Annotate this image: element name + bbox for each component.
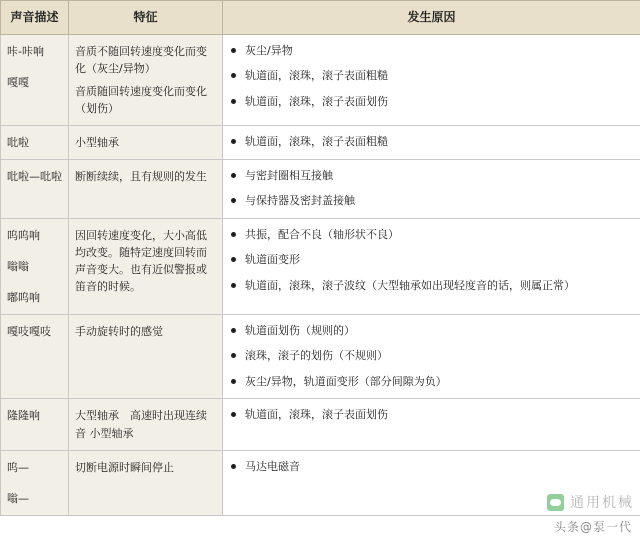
cause-text: 滚珠，滚子的划伤（不规则）: [245, 349, 388, 363]
bullet-icon: [231, 412, 236, 417]
feature-paragraph: 切断电源时瞬间停止: [75, 460, 174, 474]
cause-item: [229, 459, 634, 476]
feature-paragraph: 因回转速度变化，大小高低均改变。随特定速度回转而声音变大。也有近似警报或笛音的时候。: [75, 228, 207, 293]
feature-cell: [69, 314, 223, 399]
bullet-icon: [231, 173, 236, 178]
cause-list: [229, 134, 634, 151]
bullet-icon: [231, 464, 236, 469]
sound-line: 咔-咔响: [7, 44, 44, 58]
sound-description-cell: [1, 34, 69, 125]
sound-description-cell: [1, 125, 69, 159]
sound-line: 嗡嗡: [7, 259, 29, 273]
feature-paragraph: 小型轴承: [75, 135, 119, 149]
feature-cell: [69, 450, 223, 515]
cause-item: [229, 94, 634, 111]
cause-list: [229, 168, 634, 210]
table-row: [1, 34, 640, 125]
cause-item: [229, 68, 634, 85]
feature-paragraph: 音质不随回转速度变化而变化（灰尘/异物）: [75, 44, 207, 75]
bullet-icon: [231, 198, 236, 203]
bullet-icon: [231, 232, 236, 237]
bullet-icon: [231, 379, 236, 384]
cause-text: 轨道面变形: [245, 253, 300, 267]
table-header: [1, 1, 640, 35]
cause-item: [229, 323, 634, 340]
bullet-icon: [231, 139, 236, 144]
cause-list: [229, 459, 634, 476]
cause-cell: [223, 34, 640, 125]
sound-line: 呜—: [7, 460, 29, 474]
sound-line: 嘟呜响: [7, 290, 40, 304]
cause-text: 轨道面，滚珠，滚子表面粗糙: [245, 69, 388, 83]
cause-text: 马达电磁音: [245, 459, 300, 473]
feature-cell: [69, 34, 223, 125]
feature-paragraph: 音质随回转速度变化而变化（划伤）: [75, 84, 207, 115]
cause-text: 灰尘/异物: [245, 43, 293, 57]
bullet-icon: [231, 48, 236, 53]
sound-line: 嘎吱嘎吱: [7, 324, 51, 338]
cause-text: 轨道面，滚珠，滚子表面划伤: [245, 94, 388, 108]
cause-item: [229, 43, 634, 60]
cause-item: [229, 348, 634, 365]
sound-description-cell: [1, 159, 69, 218]
cause-text: 轨道面，滚珠，滚子波纹（大型轴承如出现轻度音的话，则属正常）: [245, 278, 575, 292]
cause-text: 共振，配合不良（轴形状不良）: [245, 227, 399, 241]
cause-cell: [223, 125, 640, 159]
sound-line: 隆隆响: [7, 409, 40, 423]
bullet-icon: [231, 257, 236, 262]
cause-list: [229, 407, 634, 424]
cause-cell: [223, 399, 640, 450]
feature-cell: [69, 218, 223, 314]
feature-paragraph: 手动旋转时的感觉: [75, 324, 163, 338]
cause-list: [229, 227, 634, 295]
cause-text: 轨道面划伤（规则的）: [245, 323, 355, 337]
sound-description-cell: [1, 314, 69, 399]
sound-line: 吡啦: [7, 135, 29, 149]
cause-item: [229, 227, 634, 244]
feature-cell: [69, 399, 223, 450]
cause-item: [229, 407, 634, 424]
cause-cell: [223, 314, 640, 399]
sound-line: 呜呜响: [7, 228, 40, 242]
cause-item: [229, 168, 634, 185]
feature-cell: [69, 159, 223, 218]
cause-list: [229, 323, 634, 391]
table-row: [1, 218, 640, 314]
feature-cell: [69, 125, 223, 159]
sound-description-cell: [1, 399, 69, 450]
cause-text: 与保持器及密封盖接触: [245, 194, 355, 208]
column-header-sound: 声音描述: [1, 1, 69, 35]
bullet-icon: [231, 353, 236, 358]
sound-line: 嗡—: [7, 491, 29, 505]
cause-cell: [223, 218, 640, 314]
table-row: [1, 159, 640, 218]
cause-item: [229, 252, 634, 269]
feature-paragraph: 断断续续，且有规则的发生: [75, 169, 207, 183]
bullet-icon: [231, 73, 236, 78]
sound-description-cell: [1, 218, 69, 314]
table-row: [1, 450, 640, 515]
cause-item: [229, 278, 634, 295]
cause-cell: [223, 159, 640, 218]
cause-item: [229, 134, 634, 151]
table-header-row: [1, 1, 640, 35]
sound-line: 嘎嘎: [7, 75, 29, 89]
cause-text: 轨道面，滚珠，滚子表面划伤: [245, 408, 388, 422]
table-row: [1, 125, 640, 159]
table-body: [1, 34, 640, 515]
cause-item: [229, 374, 634, 391]
bullet-icon: [231, 328, 236, 333]
feature-paragraph: 大型轴承 高速时出现连续音 小型轴承: [75, 409, 207, 440]
column-header-feature: 特征: [69, 1, 223, 35]
watermark-label: 通用机械: [570, 495, 634, 511]
sound-line: 吡啦—吡啦: [7, 169, 62, 183]
bullet-icon: [231, 283, 236, 288]
footer-credit: 头条@泵一代: [553, 520, 632, 534]
column-header-cause: 发生原因: [223, 1, 640, 35]
table-row: [1, 314, 640, 399]
cause-cell: [223, 450, 640, 515]
cause-text: 灰尘/异物，轨道面变形（部分间隙为负）: [245, 374, 447, 388]
bullet-icon: [231, 99, 236, 104]
cause-text: 与密封圈相互接触: [245, 168, 333, 182]
cause-text: 轨道面，滚珠，滚子表面粗糙: [245, 134, 388, 148]
table-row: [1, 399, 640, 450]
cause-list: [229, 43, 634, 111]
sound-description-cell: [1, 450, 69, 515]
cause-item: [229, 193, 634, 210]
